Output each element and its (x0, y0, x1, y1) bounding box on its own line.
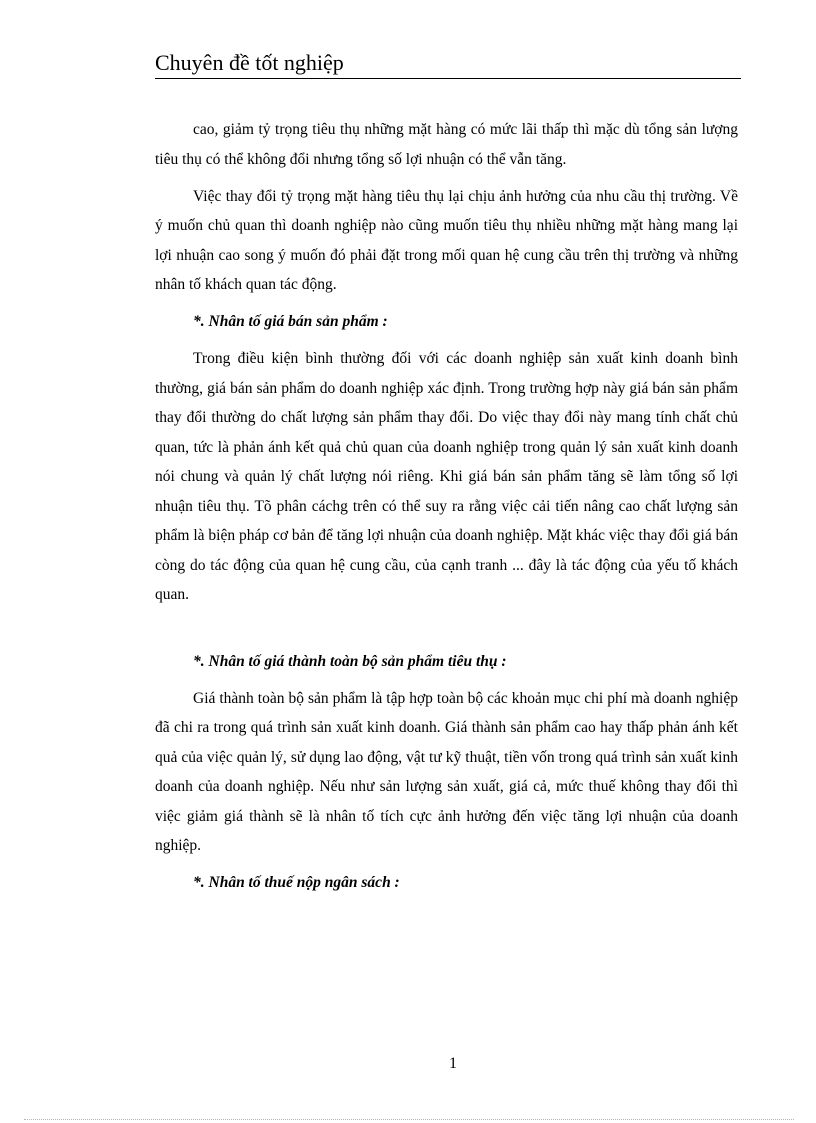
heading-budget-tax: *. Nhân tố thuế nộp ngân sách : (193, 874, 400, 891)
heading-total-cost: *. Nhân tố giá thành toàn bộ sản phẩm tiêu thụ : (193, 652, 507, 670)
page-bottom-divider (24, 1119, 794, 1120)
page-header (155, 48, 741, 79)
paragraph-4: Giá thành toàn bộ sản phẩm là tập hợp toàn bộ các khoản mục chi phí mà doanh nghiệp đã chi ra trong quá trình sản xuất kinh doanh. Giá thành sản phẩm cao hay thấp phản ánh kết quả của việc quản lý, sử dụng lao động, vật tư kỹ thuật, tiền vốn trong quá trình sản xuất kinh doanh của doanh nghiệp. Nếu như sản lượng sản xuất, giá cả, mức thuế không thay đổi thì việc giảm giá thành sẽ là nhân tố tích cực ảnh hưởng đến việc tăng lợi nhuận của doanh nghiệp. (155, 689, 738, 854)
blank-line (155, 610, 738, 647)
header-title: Chuyên đề tốt nghiệp (155, 50, 344, 75)
paragraph-1: cao, giảm tỷ trọng tiêu thụ những mặt hàng có mức lãi thấp thì mặc dù tổng sản lượng tiêu thụ có thể không đổi nhưng tổng số lợi nhuận có thể vẫn tăng. (155, 121, 738, 168)
heading-selling-price: *. Nhân tố giá bán sản phẩm : (193, 313, 388, 330)
paragraph-2: Việc thay đổi tỷ trọng mặt hàng tiêu thụ lại chịu ảnh hưởng của nhu cầu thị trường. Về ý muốn chủ quan thì doanh nghiệp nào cũng muốn tiêu thụ nhiều những mặt hàng mang lại lợi nhuận cao song ý muốn đó phải đặt trong mối quan hệ cung cầu trên thị trường và những nhân tố khách quan tác động. (155, 187, 738, 293)
document-body (155, 115, 738, 905)
page-number: 1 (449, 1055, 457, 1072)
paragraph-3: Trong điều kiện bình thường đối với các doanh nghiệp sản xuất kinh doanh bình thường, giá bán sản phẩm do doanh nghiệp xác định. Trong trường hợp này giá bán sản phẩm thay đổi thường do chất lượng sản phẩm thay đổi. Do việc thay đổi này mang tính chất chủ quan, tức là phản ánh kết quả chủ quan của doanh nghiệp trong quản lý sản xuất kinh doanh nói chung và quản lý chất lượng nói riêng. Khi giá bán sản phẩm tăng sẽ làm tổng số lợi nhuận tiêu thụ. Tõ phân cáchg trên có thể suy ra rằng việc cải tiến nâng cao chất lượng sản phẩm là biện pháp cơ bản để tăng lợi nhuận của doanh nghiệp. Mặt khác việc thay đổi giá bán còng do tác động của quan hệ cung cầu, của cạnh tranh ... đây là tác động của yếu tố khách quan. (155, 350, 738, 603)
